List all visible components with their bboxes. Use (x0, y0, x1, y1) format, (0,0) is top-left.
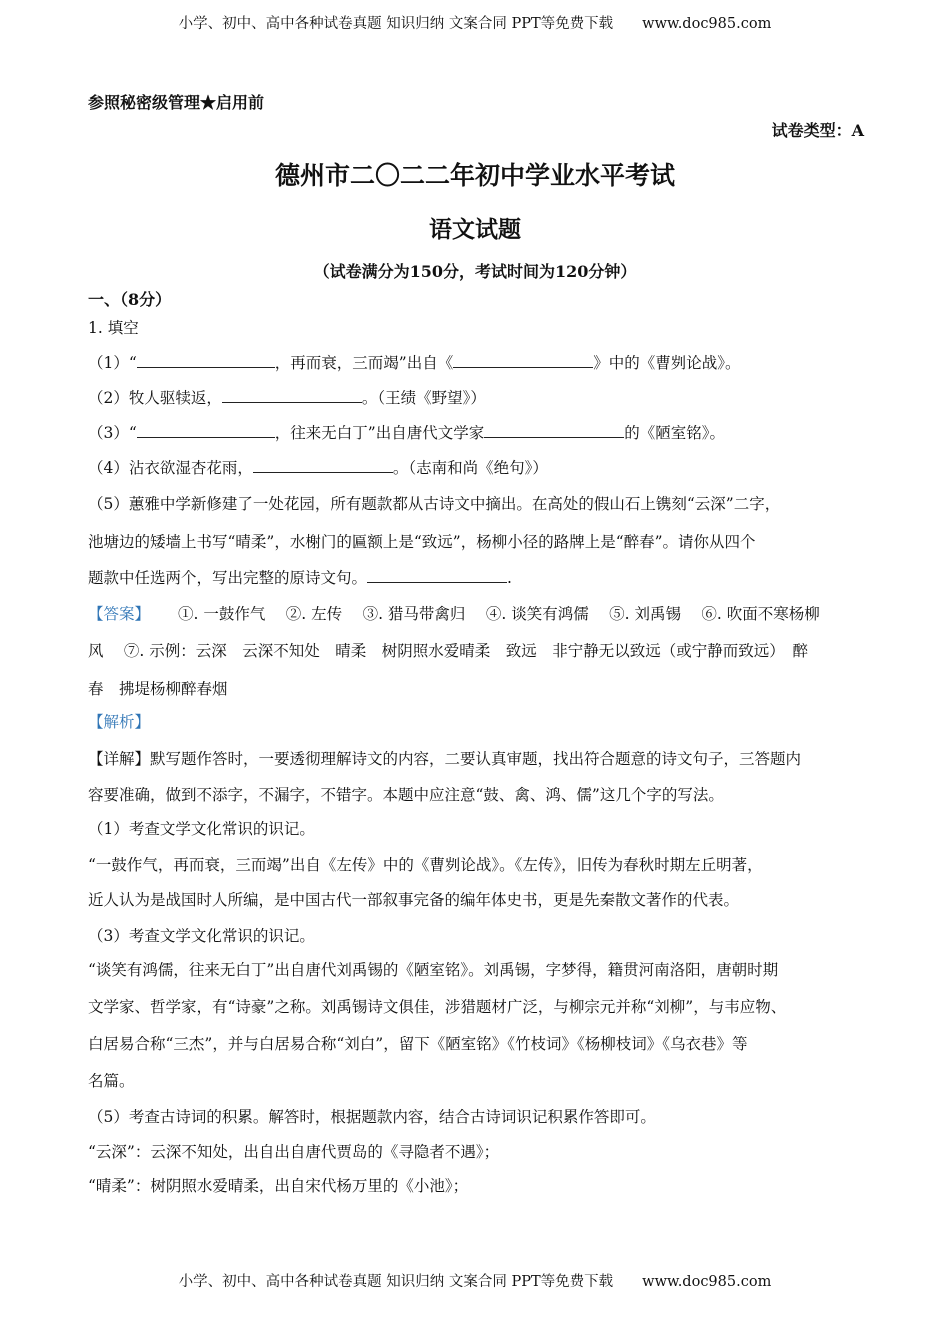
analysis-label: 【解析】 (88, 713, 151, 731)
answer-line: 春 拂堤杨柳醉春烟 (88, 680, 228, 698)
body-line: 白居易合称“三杰”，并与白居易合称“刘白”，留下《陋室铭》《竹枝词》《杨柳枝词》《乌衣巷》等 (88, 1035, 748, 1053)
answer-line: 风 ⑦. 示例：云深 云深不知处 晴柔 树阴照水爱晴柔 致远 非宁静无以致远（或宁静而致远） 醉 (88, 642, 809, 660)
question-1-1: （1）“ ，再而衰，三而竭”出自《 》中的《曹刿论战》。 (88, 354, 741, 372)
answer-line: 【答案】 ①. 一鼓作气 ②. 左传 ③. 猎马带禽归 ④. 谈笑有鸿儒 ⑤. 刘禹锡 ⑥. 吹面不寒杨柳 (88, 605, 820, 623)
body-line: （1）考查文学文化常识的识记。 (88, 820, 315, 838)
question-1-5-line: （5）蕙雅中学新修建了一处花园，所有题款都从古诗文中摘出。在高处的假山石上镌刻“云深”二字， (88, 495, 781, 513)
question-1-3: （3）“ ，往来无白丁”出自唐代文学家 的《陋室铭》。 (88, 424, 725, 442)
body-line: （5）考查古诗词的积累。解答时，根据题款内容，结合古诗词识记积累作答即可。 (88, 1108, 656, 1126)
body-line: “晴柔”：树阴照水爱晴柔，出自宋代杨万里的《小池》； (88, 1177, 469, 1195)
page-header: 小学、初中、高中各种试卷真题 知识归纳 文案合同 PPT等免费下载 www.doc985.com (178, 16, 772, 32)
exam-note: （试卷满分为150分，考试时间为120分钟） (313, 262, 637, 281)
body-line: 文学家、哲学家，有“诗豪”之称。刘禹锡诗文俱佳，涉猎题材广泛，与柳宗元并称“刘柳”，与韦应物、 (88, 998, 787, 1016)
page-footer: 小学、初中、高中各种试卷真题 知识归纳 文案合同 PPT等免费下载 www.doc985.com (178, 1274, 772, 1290)
question-title: 1. 填空 (88, 319, 139, 337)
body-line: “谈笑有鸿儒，往来无白丁”出自唐代刘禹锡的《陋室铭》。刘禹锡，字梦得，籍贯河南洛阳，唐朝时期 (88, 961, 779, 979)
body-line: 名篇。 (88, 1072, 135, 1090)
body-line: 近人认为是战国时人所编，是中国古代一部叙事完备的编年体史书，更是先秦散文著作的代表。 (88, 891, 740, 909)
body-line: 容要准确，做到不添字，不漏字，不错字。本题中应注意“鼓、禽、鸿、儒”这几个字的写法。 (88, 786, 724, 804)
answer-label: 【答案】 (88, 605, 151, 623)
secrecy-label: 参照秘密级管理★启用前 (88, 93, 265, 112)
body-line: “一鼓作气，再而衰，三而竭”出自《左传》中的《曹刿论战》。《左传》，旧传为春秋时期左丘明著， (88, 856, 763, 874)
question-1-4: （4）沾衣欲湿杏花雨， 。（志南和尚《绝句》） (88, 459, 548, 477)
page-title: 德州市二〇二二年初中学业水平考试 (274, 161, 675, 190)
body-line: （3）考查文学文化常识的识记。 (88, 927, 315, 945)
body-line: 【详解】默写题作答时，一要透彻理解诗文的内容，二要认真审题，找出符合题意的诗文句子，三答题内 (88, 750, 802, 768)
section-heading: 一、（8分） (88, 290, 172, 309)
question-1-2: （2）牧人驱犊返， 。（王绩《野望》） (88, 389, 486, 407)
page-subtitle: 语文试题 (429, 216, 521, 243)
body-line: “云深”：云深不知处，出自出自唐代贾岛的《寻隐者不遇》； (88, 1143, 500, 1161)
question-1-5-line: 题款中任选两个，写出完整的原诗文句。 . (88, 569, 512, 587)
paper-type: 试卷类型：A (771, 121, 864, 140)
question-1-5-line: 池塘边的矮墙上书写“晴柔”，水榭门的匾额上是“致远”，杨柳小径的路牌上是“醉春”。请你从四个 (88, 533, 756, 551)
